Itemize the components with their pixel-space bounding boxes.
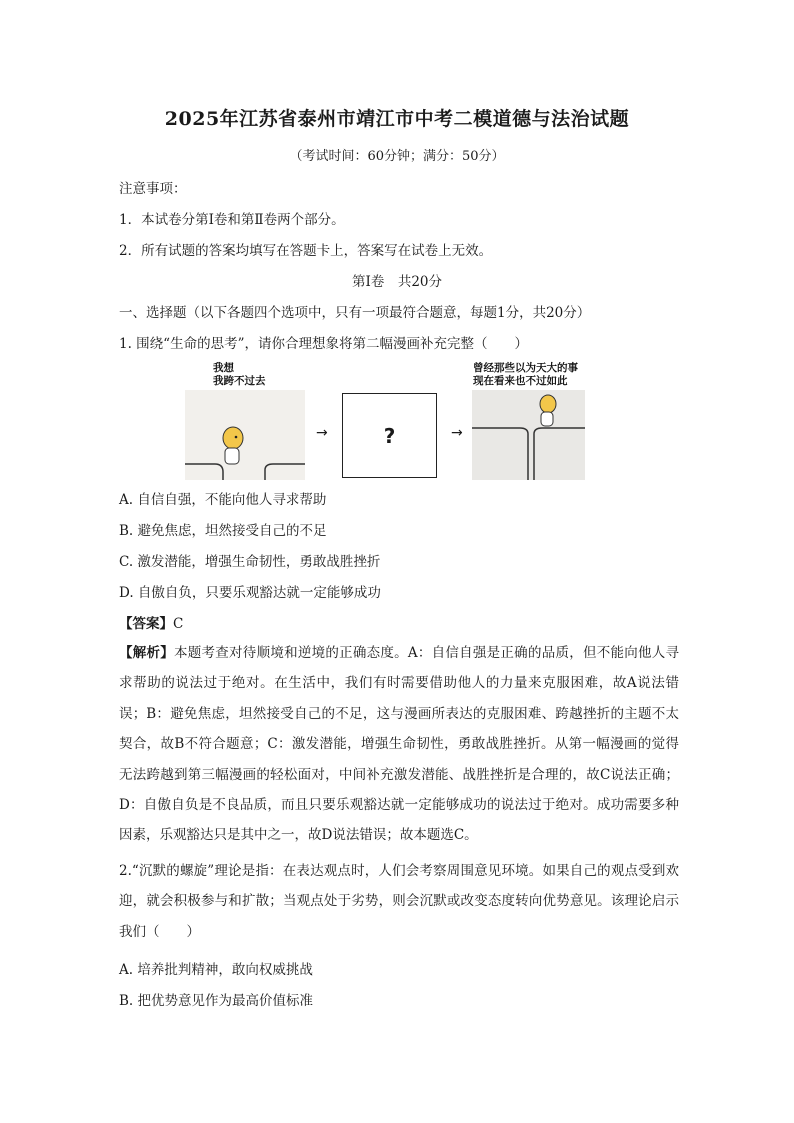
cartoon-panel-3-caption <box>473 362 578 388</box>
answer-label: 【答案】 <box>119 616 173 632</box>
exam-subtitle: （考试时间：60分钟；满分：50分） <box>289 149 505 164</box>
cartoon-panel-3-caption-line-1: 曾经那些以为天大的事 <box>473 362 578 374</box>
question-1-cartoon <box>185 362 585 480</box>
cartoon-arrow-1: → <box>316 425 328 441</box>
analysis-text: 本题考查对待顺境和逆境的正确态度。A：自信自强是正确的品质，但不能向他人寻求帮助的说法过于绝对。在生活中，我们有时需要借助他人的力量来克服困难，故A说法错误；B：避免焦虑，坦然接受自己的不足，这与漫画所表达的克服困难、跨越挫折的主题不太契合，故B不符合题意；C：激发潜能，增强生命韧性，勇敢战胜挫折。从第一幅漫画的觉得无法跨越到第三幅漫画的轻松面对，中间补充激发潜能、战胜挫折是合理的，故C说法正确；D：自傲自负是不良品质，而且只要乐观豁达就一定能够成功的说法过于绝对。成功需要多种因素，乐观豁达只是其中之一，故D说法错误；故本题选C。 <box>119 645 680 844</box>
question-1-option-c: C. 激发潜能，增强生命韧性，勇敢战胜挫折 <box>119 554 381 570</box>
volume-heading: 第Ⅰ卷 共20分 <box>351 274 442 290</box>
notes-heading: 注意事项： <box>119 181 187 197</box>
question-2-option-b: B. 把优势意见作为最高价值标准 <box>119 993 314 1009</box>
cartoon-question-mark: ? <box>383 423 396 448</box>
cartoon-panel-1-caption-line-2: 我跨不过去 <box>213 375 266 387</box>
exam-title: 2025年江苏省泰州市靖江市中考二模道德与法治试题 <box>164 108 630 130</box>
note-item-2: 2．所有试题的答案均填写在答题卡上，答案写在试卷上无效。 <box>119 243 493 259</box>
question-1-stem: 1. 围绕“生命的思考”，请你合理想象将第二幅漫画补充完整（ ） <box>119 336 528 352</box>
question-1-option-d: D. 自傲自负，只要乐观豁达就一定能够成功 <box>119 585 381 601</box>
question-1-answer <box>119 612 183 632</box>
question-2-option-a: A. 培养批判精神，敢向权威挑战 <box>119 962 313 978</box>
note-item-1: 1．本试卷分第Ⅰ卷和第Ⅱ卷两个部分。 <box>119 212 345 228</box>
cartoon-panel-1-caption-line-1: 我想 <box>213 362 234 374</box>
question-1-analysis <box>119 638 679 851</box>
analysis-label: 【解析】 <box>119 645 175 661</box>
cartoon-panel-3-image <box>472 390 585 480</box>
cartoon-panel-3-caption-line-2: 现在看来也不过如此 <box>473 375 568 387</box>
question-1-option-b: B. 避免焦虑，坦然接受自己的不足 <box>119 523 327 539</box>
answer-value: C <box>173 616 184 632</box>
cartoon-arrow-2: → <box>451 425 463 441</box>
part-heading: 一、选择题（以下各题四个选项中，只有一项最符合题意，每题1分，共20分） <box>119 305 591 321</box>
cartoon-panel-2-question-box <box>342 393 437 478</box>
cartoon-panel-1-caption <box>213 362 266 388</box>
cartoon-panel-1-image <box>185 390 305 480</box>
question-1-option-a: A. 自信自强，不能向他人寻求帮助 <box>119 492 327 508</box>
question-2-stem: 2.“沉默的螺旋”理论是指：在表达观点时，人们会考察周围意见环境。如果自己的观点受到欢迎，就会积极参与和扩散；当观点处于劣势，则会沉默或改变态度转向优势意见。该理论启示我们（ ） <box>119 863 679 940</box>
